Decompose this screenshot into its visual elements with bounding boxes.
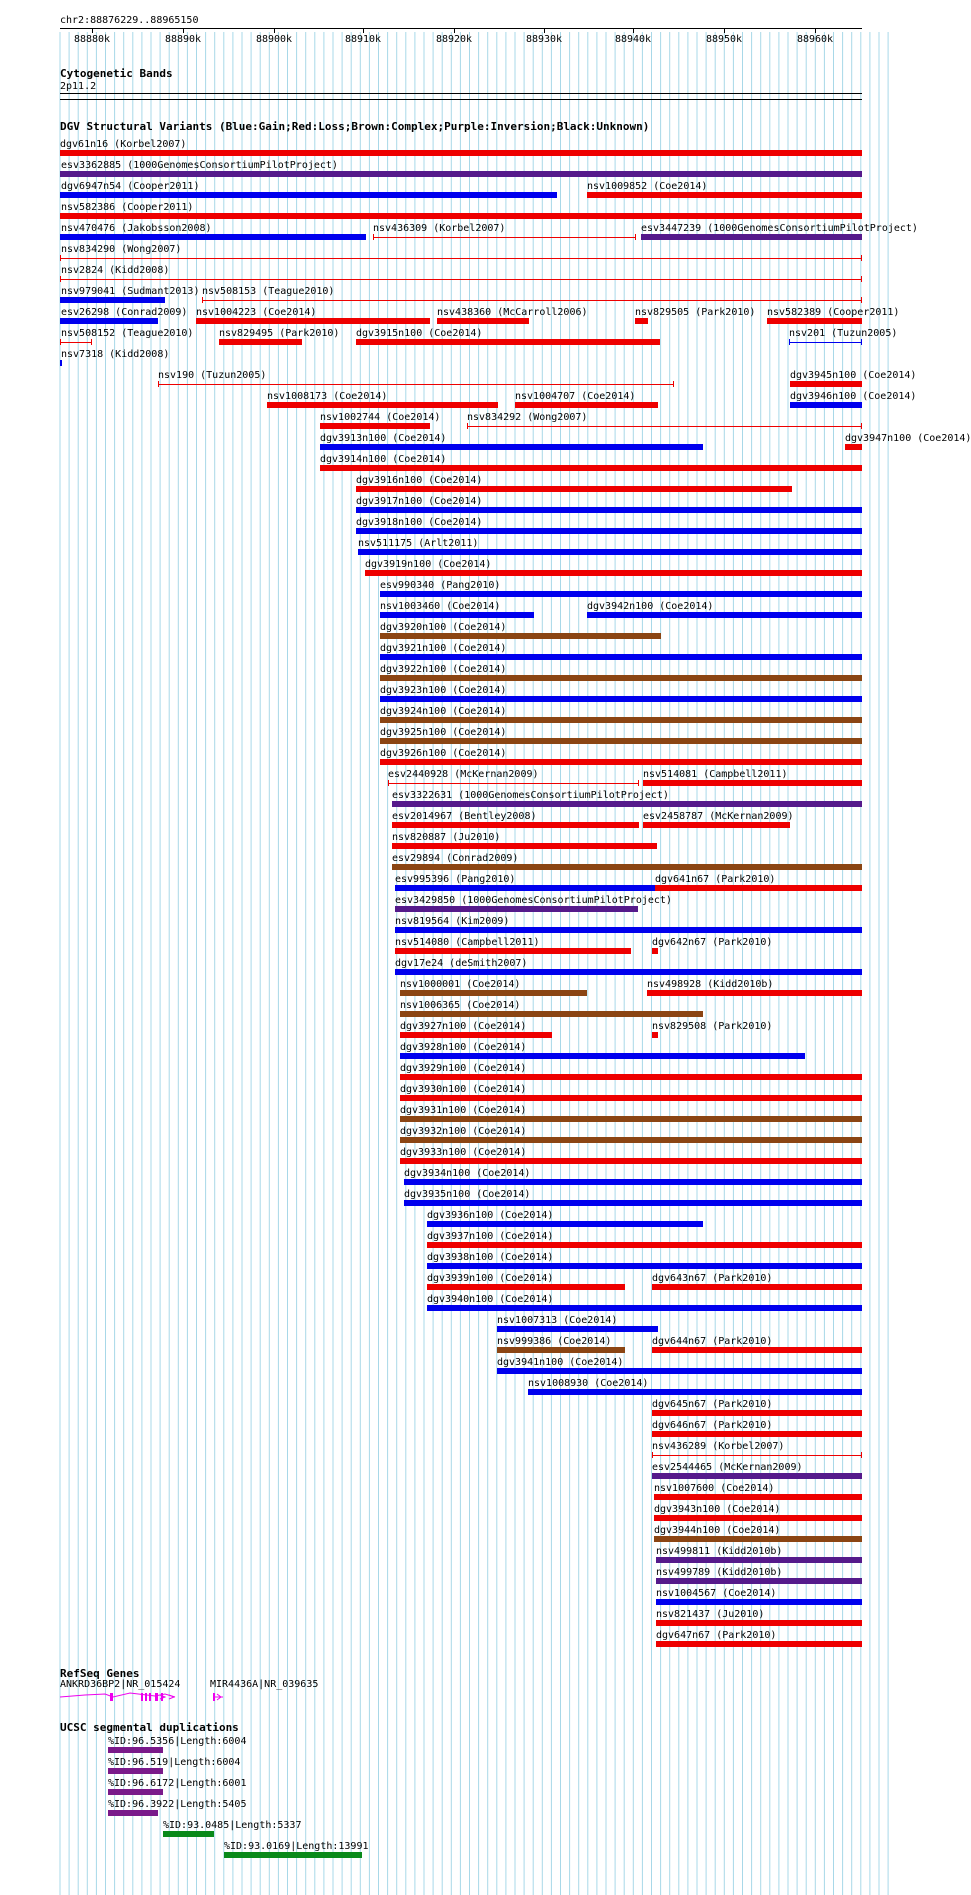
variant-label[interactable]: dgv646n67 (Park2010): [652, 1420, 773, 1431]
variant-bar-end-tick: [61, 360, 62, 366]
variant-bar[interactable]: [320, 444, 703, 450]
variant-bar[interactable]: [202, 300, 862, 301]
variant-label[interactable]: dgv643n67 (Park2010): [652, 1273, 773, 1284]
gene-label[interactable]: MIR4436A|NR_039635: [210, 1679, 319, 1690]
variant-bar[interactable]: [587, 612, 862, 618]
ruler-tick-label: 88880k: [73, 34, 111, 45]
variant-bar-end-tick: [635, 234, 636, 240]
variant-label[interactable]: nsv436289 (Korbel2007): [652, 1441, 785, 1452]
variant-bar[interactable]: [400, 1137, 862, 1143]
variant-label[interactable]: nsv436309 (Korbel2007): [373, 223, 506, 234]
variant-label[interactable]: esv2440928 (McKernan2009): [388, 769, 539, 780]
variant-bar-start-tick: [60, 255, 61, 261]
variant-label[interactable]: dgv3937n100 (Coe2014): [427, 1231, 554, 1242]
variant-bar[interactable]: [635, 318, 648, 324]
variant-bar[interactable]: [320, 423, 430, 429]
variant-label[interactable]: dgv647n67 (Park2010): [656, 1630, 777, 1641]
variant-label[interactable]: dgv61n16 (Korbel2007): [60, 139, 187, 150]
variant-bar[interactable]: [395, 885, 657, 891]
variant-bar[interactable]: [356, 528, 862, 534]
segdup-label[interactable]: %ID:96.3922|Length:5405: [108, 1799, 247, 1810]
variant-bar[interactable]: [497, 1368, 862, 1374]
variant-bar[interactable]: [641, 234, 862, 240]
variant-bar[interactable]: [392, 822, 639, 828]
variant-bar[interactable]: [515, 402, 658, 408]
variant-bar[interactable]: [320, 465, 862, 471]
ruler-tick-mark: [92, 29, 93, 33]
variant-label[interactable]: dgv3916n100 (Coe2014): [356, 475, 483, 486]
variant-bar[interactable]: [60, 318, 158, 324]
variant-label[interactable]: dgv3942n100 (Coe2014): [587, 601, 714, 612]
variant-label[interactable]: dgv3932n100 (Coe2014): [400, 1126, 527, 1137]
variant-label[interactable]: dgv17e24 (deSmith2007): [395, 958, 528, 969]
variant-bar[interactable]: [427, 1263, 862, 1269]
variant-bar[interactable]: [427, 1284, 625, 1290]
variant-bar-end-tick: [861, 1452, 862, 1458]
variant-bar[interactable]: [427, 1221, 703, 1227]
variant-label[interactable]: nsv1004223 (Coe2014): [196, 307, 317, 318]
variant-bar[interactable]: [790, 402, 862, 408]
variant-bar[interactable]: [656, 1620, 862, 1626]
variant-bar[interactable]: [395, 906, 638, 912]
cytoband-line-bottom: [60, 99, 862, 100]
ruler-tick-label: 88920k: [435, 34, 473, 45]
variant-bar[interactable]: [654, 1536, 862, 1542]
variant-label[interactable]: nsv1007313 (Coe2014): [497, 1315, 618, 1326]
variant-bar[interactable]: [392, 801, 862, 807]
variant-bar[interactable]: [380, 675, 862, 681]
variant-bar[interactable]: [60, 192, 557, 198]
variant-label[interactable]: dgv3925n100 (Coe2014): [380, 727, 507, 738]
variant-bar-start-tick: [60, 276, 61, 282]
variant-bar-start-tick: [158, 381, 159, 387]
variant-label[interactable]: nsv582389 (Cooper2011): [767, 307, 900, 318]
cytoband-line-top: [60, 93, 862, 94]
variant-label[interactable]: esv2014967 (Bentley2008): [392, 811, 537, 822]
variant-label[interactable]: esv26298 (Conrad2009): [61, 307, 188, 318]
variant-label[interactable]: dgv3915n100 (Coe2014): [356, 328, 483, 339]
variant-bar[interactable]: [395, 948, 631, 954]
variant-label[interactable]: nsv821437 (Ju2010): [656, 1609, 765, 1620]
variant-bar[interactable]: [467, 426, 862, 427]
variant-bar[interactable]: [356, 507, 862, 513]
variant-label[interactable]: dgv3934n100 (Coe2014): [404, 1168, 531, 1179]
variant-bar[interactable]: [497, 1347, 625, 1353]
variant-bar[interactable]: [656, 1578, 862, 1584]
variant-label[interactable]: nsv1004567 (Coe2014): [656, 1588, 777, 1599]
variant-bar-end-tick: [861, 255, 862, 261]
variant-bar-end-tick: [638, 780, 639, 786]
variant-label[interactable]: dgv3919n100 (Coe2014): [365, 559, 492, 570]
variant-bar[interactable]: [380, 717, 862, 723]
variant-label[interactable]: nsv1008173 (Coe2014): [267, 391, 388, 402]
variant-bar[interactable]: [647, 990, 862, 996]
variant-bar[interactable]: [404, 1179, 862, 1185]
dgv-track-title: DGV Structural Variants (Blue:Gain;Red:Loss;Brown:Complex;Purple:Inversion;Black:Unknown): [60, 120, 650, 133]
variant-bar[interactable]: [656, 1641, 862, 1647]
variant-bar[interactable]: [219, 339, 302, 345]
variant-label[interactable]: nsv514081 (Campbell2011): [643, 769, 788, 780]
variant-label[interactable]: nsv438360 (McCarroll2006): [437, 307, 588, 318]
variant-label[interactable]: dgv3940n100 (Coe2014): [427, 1294, 554, 1305]
segdup-label[interactable]: %ID:93.0169|Length:13991: [224, 1841, 369, 1852]
variant-bar[interactable]: [427, 1305, 862, 1311]
variant-bar[interactable]: [767, 318, 862, 324]
variant-label[interactable]: dgv3914n100 (Coe2014): [320, 454, 447, 465]
ruler-tick-label: 88910k: [344, 34, 382, 45]
variant-label[interactable]: esv29894 (Conrad2009): [392, 853, 519, 864]
variant-label[interactable]: nsv1000001 (Coe2014): [400, 979, 521, 990]
variant-bar[interactable]: [60, 213, 862, 219]
variant-label[interactable]: nsv1009852 (Coe2014): [587, 181, 708, 192]
ruler-tick-label: 88940k: [614, 34, 652, 45]
variant-label[interactable]: dgv3930n100 (Coe2014): [400, 1084, 527, 1095]
variant-label[interactable]: dgv3926n100 (Coe2014): [380, 748, 507, 759]
variant-bar[interactable]: [392, 864, 862, 870]
variant-label[interactable]: nsv499811 (Kidd2010b): [656, 1546, 783, 1557]
variant-label[interactable]: nsv979041 (Sudmant2013): [61, 286, 200, 297]
variant-bar[interactable]: [356, 339, 660, 345]
variant-bar[interactable]: [656, 1599, 862, 1605]
segdup-bar[interactable]: [224, 1852, 362, 1858]
variant-label[interactable]: dgv3923n100 (Coe2014): [380, 685, 507, 696]
variant-bar[interactable]: [652, 1473, 862, 1479]
segdup-label[interactable]: %ID:96.5356|Length:6004: [108, 1736, 247, 1747]
variant-label[interactable]: nsv508152 (Teague2010): [61, 328, 194, 339]
variant-bar-end-tick: [91, 339, 92, 345]
variant-bar-end-tick: [673, 381, 674, 387]
variant-label[interactable]: nsv829495 (Park2010): [219, 328, 340, 339]
variant-label[interactable]: dgv3924n100 (Coe2014): [380, 706, 507, 717]
variant-label[interactable]: esv990340 (Pang2010): [380, 580, 501, 591]
segdup-bar[interactable]: [108, 1768, 163, 1774]
variant-bar[interactable]: [60, 279, 862, 280]
variant-label[interactable]: nsv829505 (Park2010): [635, 307, 756, 318]
ruler-tick-label: 88930k: [525, 34, 563, 45]
variant-label[interactable]: dgv3920n100 (Coe2014): [380, 622, 507, 633]
variant-bar[interactable]: [400, 1053, 805, 1059]
variant-label[interactable]: dgv3941n100 (Coe2014): [497, 1357, 624, 1368]
variant-label[interactable]: nsv819564 (Kim2009): [395, 916, 510, 927]
variant-bar[interactable]: [528, 1389, 862, 1395]
variant-label[interactable]: dgv641n67 (Park2010): [655, 874, 776, 885]
variant-bar[interactable]: [643, 822, 790, 828]
variant-bar[interactable]: [497, 1326, 658, 1332]
variant-bar[interactable]: [392, 843, 657, 849]
variant-bar[interactable]: [365, 570, 862, 576]
variant-bar[interactable]: [404, 1200, 862, 1206]
ruler-tick-mark: [454, 29, 455, 33]
variant-bar[interactable]: [388, 783, 639, 784]
ruler-line: [60, 28, 862, 29]
variant-bar[interactable]: [652, 1032, 658, 1038]
variant-bar[interactable]: [400, 1116, 862, 1122]
ruler-tick-mark: [274, 29, 275, 33]
segdup-bar[interactable]: [163, 1831, 214, 1837]
variant-bar-start-tick: [388, 780, 389, 786]
variant-bar[interactable]: [60, 258, 862, 259]
variant-label[interactable]: dgv3928n100 (Coe2014): [400, 1042, 527, 1053]
variant-bar[interactable]: [427, 1242, 862, 1248]
variant-bar[interactable]: [60, 171, 862, 177]
variant-bar[interactable]: [654, 1494, 862, 1500]
variant-label[interactable]: nsv498928 (Kidd2010b): [647, 979, 774, 990]
segdup-track-title: UCSC segmental duplications: [60, 1721, 239, 1734]
variant-bar[interactable]: [652, 948, 658, 954]
variant-label[interactable]: esv2458787 (McKernan2009): [643, 811, 794, 822]
variant-bar-end-tick: [861, 276, 862, 282]
variant-bar[interactable]: [358, 549, 862, 555]
variant-label[interactable]: nsv820887 (Ju2010): [392, 832, 501, 843]
segdup-label[interactable]: %ID:96.519|Length:6004: [108, 1757, 241, 1768]
variant-bar[interactable]: [395, 969, 862, 975]
ruler-tick-label: 88890k: [164, 34, 202, 45]
variant-bar[interactable]: [654, 1515, 862, 1521]
variant-label[interactable]: esv3447239 (1000GenomesConsortiumPilotProject): [641, 223, 918, 234]
segdup-bar[interactable]: [108, 1747, 163, 1753]
variant-label[interactable]: esv995396 (Pang2010): [395, 874, 516, 885]
variant-bar[interactable]: [380, 633, 661, 639]
variant-bar[interactable]: [380, 612, 534, 618]
ruler-tick-mark: [544, 29, 545, 33]
variant-label[interactable]: nsv1006365 (Coe2014): [400, 1000, 521, 1011]
ruler-tick-mark: [815, 29, 816, 33]
variant-bar[interactable]: [380, 738, 862, 744]
variant-bar[interactable]: [60, 234, 366, 240]
cytoband-name: 2p11.2: [60, 81, 97, 92]
variant-bar-start-tick: [467, 423, 468, 429]
variant-bar[interactable]: [400, 1074, 862, 1080]
ruler-tick-label: 88960k: [796, 34, 834, 45]
segdup-bar[interactable]: [108, 1789, 163, 1795]
variant-bar[interactable]: [400, 1158, 862, 1164]
ruler-tick-mark: [363, 29, 364, 33]
variant-label[interactable]: nsv508153 (Teague2010): [202, 286, 335, 297]
variant-bar[interactable]: [400, 1011, 703, 1017]
variant-label[interactable]: esv3362885 (1000GenomesConsortiumPilotProject): [61, 160, 338, 171]
variant-label[interactable]: dgv3913n100 (Coe2014): [320, 433, 447, 444]
variant-label[interactable]: nsv201 (Tuzun2005): [789, 328, 898, 339]
variant-bar[interactable]: [789, 342, 862, 343]
variant-bar[interactable]: [380, 696, 862, 702]
variant-label[interactable]: nsv999386 (Coe2014): [497, 1336, 612, 1347]
variant-bar[interactable]: [60, 297, 165, 303]
variant-label[interactable]: dgv642n67 (Park2010): [652, 937, 773, 948]
segdup-label[interactable]: %ID:93.0485|Length:5337: [163, 1820, 302, 1831]
variant-bar-start-tick: [202, 297, 203, 303]
variant-label[interactable]: dgv3945n100 (Coe2014): [790, 370, 917, 381]
variant-bar-start-tick: [373, 234, 374, 240]
variant-bar[interactable]: [400, 990, 587, 996]
variant-label[interactable]: nsv834290 (Wong2007): [61, 244, 182, 255]
variant-label[interactable]: dgv3929n100 (Coe2014): [400, 1063, 527, 1074]
refseq-track-title: RefSeq Genes: [60, 1667, 140, 1680]
variant-bar-start-tick: [652, 1452, 653, 1458]
variant-bar[interactable]: [356, 486, 792, 492]
variant-label[interactable]: dgv3921n100 (Coe2014): [380, 643, 507, 654]
variant-label[interactable]: nsv834292 (Wong2007): [467, 412, 588, 423]
variant-bar[interactable]: [380, 759, 862, 765]
variant-label[interactable]: dgv3938n100 (Coe2014): [427, 1252, 554, 1263]
variant-bar[interactable]: [158, 384, 674, 385]
variant-label[interactable]: nsv1003460 (Coe2014): [380, 601, 501, 612]
segdup-bar[interactable]: [108, 1810, 158, 1816]
variant-label[interactable]: dgv3917n100 (Coe2014): [356, 496, 483, 507]
variant-label[interactable]: nsv1008930 (Coe2014): [528, 1378, 649, 1389]
variant-label[interactable]: nsv514080 (Campbell2011): [395, 937, 540, 948]
variant-label[interactable]: dgv3933n100 (Coe2014): [400, 1147, 527, 1158]
variant-bar[interactable]: [643, 780, 862, 786]
variant-label[interactable]: nsv829508 (Park2010): [652, 1021, 773, 1032]
variant-label[interactable]: esv2544465 (McKernan2009): [652, 1462, 803, 1473]
variant-bar-end-tick: [861, 423, 862, 429]
variant-bar[interactable]: [652, 1284, 862, 1290]
variant-bar-end-tick: [861, 339, 862, 345]
variant-bar[interactable]: [652, 1410, 862, 1416]
variant-bar[interactable]: [60, 342, 92, 343]
variant-label[interactable]: nsv1002744 (Coe2014): [320, 412, 441, 423]
variant-bar[interactable]: [845, 444, 862, 450]
variant-bar[interactable]: [395, 927, 862, 933]
variant-bar[interactable]: [400, 1032, 552, 1038]
variant-label[interactable]: dgv644n67 (Park2010): [652, 1336, 773, 1347]
refseq-gene-models[interactable]: [55, 1688, 235, 1704]
variant-bar[interactable]: [400, 1095, 862, 1101]
variant-label[interactable]: nsv1007600 (Coe2014): [654, 1483, 775, 1494]
coords-label: chr2:88876229..88965150: [60, 15, 199, 26]
variant-label[interactable]: nsv190 (Tuzun2005): [158, 370, 267, 381]
variant-label[interactable]: nsv7318 (Kidd2008): [61, 349, 170, 360]
variant-label[interactable]: nsv2824 (Kidd2008): [61, 265, 170, 276]
variant-label[interactable]: dgv3918n100 (Coe2014): [356, 517, 483, 528]
variant-bar[interactable]: [655, 885, 862, 891]
variant-bar[interactable]: [437, 318, 529, 324]
variant-bar[interactable]: [656, 1557, 862, 1563]
variant-bar-start-tick: [60, 339, 61, 345]
variant-bar[interactable]: [790, 381, 862, 387]
variant-bar[interactable]: [380, 654, 862, 660]
variant-label[interactable]: dgv3944n100 (Coe2014): [654, 1525, 781, 1536]
variant-label[interactable]: dgv3939n100 (Coe2014): [427, 1273, 554, 1284]
variant-bar-end-tick: [861, 297, 862, 303]
cytoband-track-title: Cytogenetic Bands: [60, 67, 173, 80]
variant-label[interactable]: dgv6947n54 (Cooper2011): [61, 181, 200, 192]
gene-label[interactable]: ANKRD36BP2|NR_015424: [60, 1679, 181, 1690]
variant-label[interactable]: nsv499789 (Kidd2010b): [656, 1567, 783, 1578]
variant-bar[interactable]: [60, 150, 862, 156]
variant-bar[interactable]: [373, 237, 636, 238]
variant-bar[interactable]: [587, 192, 862, 198]
variant-label[interactable]: dgv3946n100 (Coe2014): [790, 391, 917, 402]
variant-label[interactable]: dgv3943n100 (Coe2014): [654, 1504, 781, 1515]
ruler-tick-mark: [724, 29, 725, 33]
variant-bar[interactable]: [267, 402, 498, 408]
variant-label[interactable]: esv3322631 (1000GenomesConsortiumPilotProject): [392, 790, 669, 801]
variant-bar[interactable]: [652, 1431, 862, 1437]
variant-bar-start-tick: [789, 339, 790, 345]
variant-label[interactable]: nsv1004707 (Coe2014): [515, 391, 636, 402]
variant-bar[interactable]: [196, 318, 430, 324]
variant-label[interactable]: esv3429850 (1000GenomesConsortiumPilotProject): [395, 895, 672, 906]
ruler-tick-label: 88950k: [705, 34, 743, 45]
variant-label[interactable]: dgv3922n100 (Coe2014): [380, 664, 507, 675]
ruler-tick-mark: [633, 29, 634, 33]
variant-label[interactable]: dgv3947n100 (Coe2014): [845, 433, 971, 444]
variant-label[interactable]: nsv511175 (Arlt2011): [358, 538, 479, 549]
variant-label[interactable]: nsv470476 (Jakobsson2008): [61, 223, 212, 234]
variant-label[interactable]: dgv3931n100 (Coe2014): [400, 1105, 527, 1116]
variant-bar[interactable]: [380, 591, 862, 597]
variant-label[interactable]: dgv645n67 (Park2010): [652, 1399, 773, 1410]
variant-bar[interactable]: [652, 1455, 862, 1456]
variant-label[interactable]: dgv3935n100 (Coe2014): [404, 1189, 531, 1200]
variant-label[interactable]: dgv3936n100 (Coe2014): [427, 1210, 554, 1221]
segdup-label[interactable]: %ID:96.6172|Length:6001: [108, 1778, 247, 1789]
ruler-tick-mark: [183, 29, 184, 33]
variant-bar[interactable]: [652, 1347, 862, 1353]
variant-label[interactable]: dgv3927n100 (Coe2014): [400, 1021, 527, 1032]
ruler-tick-label: 88900k: [255, 34, 293, 45]
variant-label[interactable]: nsv582386 (Cooper2011): [61, 202, 194, 213]
